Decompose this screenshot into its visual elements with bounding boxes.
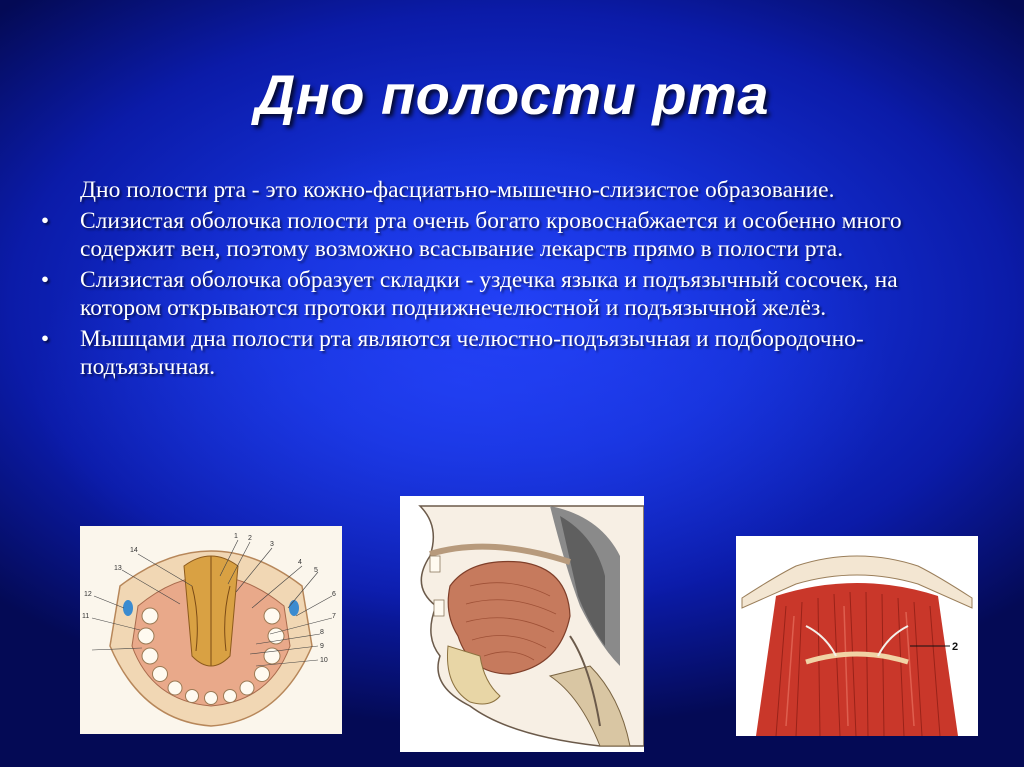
figure-label: 2	[952, 641, 959, 653]
neck-muscles-illustration	[736, 536, 978, 736]
figure-label: 8	[320, 629, 324, 636]
intro-text: Дно полости рта - это кожно-фасциатьно-мышечно-слизистое образование.	[80, 177, 835, 203]
figure-label: 1	[234, 533, 238, 540]
bullet-text: Мышцами дна полости рта являются челюстно-подъязычная и подбородочно-подъязычная.	[80, 326, 864, 380]
bullet-dot-icon: •	[40, 267, 50, 293]
figure-label: 11	[82, 613, 90, 620]
bullet-item	[38, 325, 968, 381]
bullet-text: Слизистая оболочка полости рта очень богато кровоснабжается и особенно много содержит вен, поэтому возможно всасывание лекарств прямо в полости рта.	[80, 208, 902, 262]
bullet-item	[38, 266, 968, 322]
figure-label: 10	[320, 657, 328, 664]
figure-label: 6	[332, 591, 336, 598]
sagittal-section-illustration	[400, 496, 644, 752]
floor-of-mouth-illustration	[80, 526, 342, 734]
figure-label: 5	[314, 567, 318, 574]
bullet-dot-icon: •	[40, 208, 50, 234]
bullet-list	[38, 207, 968, 381]
figure-label: 9	[320, 643, 324, 650]
figure-label: 13	[114, 565, 122, 572]
figure-label: 12	[84, 591, 92, 598]
slide-title: Дно полости рта	[254, 63, 770, 126]
figure-label: 2	[248, 535, 252, 542]
figure-label: 7	[332, 613, 336, 620]
bullet-item	[38, 207, 968, 263]
bullet-dot-icon: •	[40, 326, 50, 352]
bullet-text: Слизистая оболочка образует складки - уздечка языка и подъязычный сосочек, на котором открываются протоки поднижнечелюстной и подъязычной желёз.	[80, 267, 898, 321]
figure-label: 3	[270, 541, 274, 548]
slide-body	[38, 176, 968, 384]
figure-label: 4	[298, 559, 302, 566]
figure-label: 14	[130, 547, 138, 554]
